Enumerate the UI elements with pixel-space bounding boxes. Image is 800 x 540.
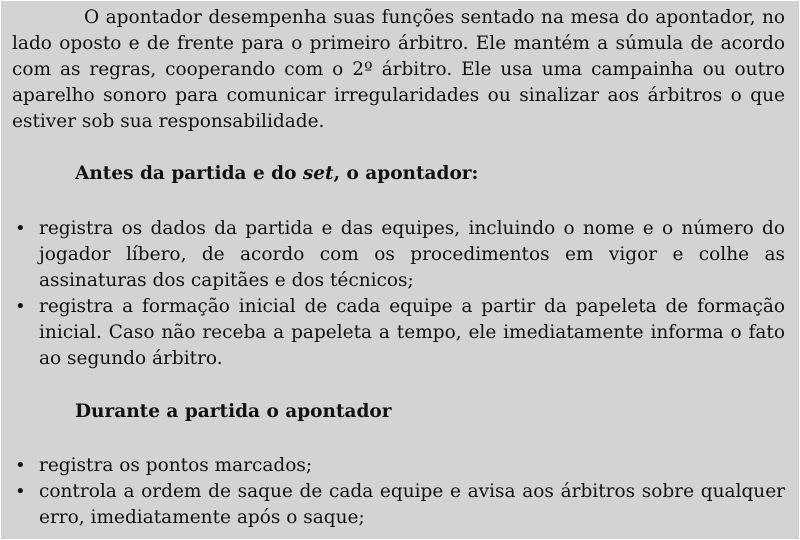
list-item: [12, 216, 785, 294]
document-page: [1, 1, 799, 539]
intro-paragraph: O apontador desempenha suas funções sentado na mesa do apontador, no lado oposto e de frente para o primeiro árbitro. Ele mantém a súmula de acordo com as regras, cooperando com o 2º árbitro. Ele usa uma campainha ou outro aparelho sonoro para comunicar irregularidades ou sinalizar aos árbitros o que estiver sob sua responsabilidade.: [12, 7, 785, 132]
section-heading-during-match: Durante a partida o apontador: [75, 401, 392, 422]
list-item: [12, 453, 785, 479]
heading-before-text-pre: Antes da partida e do: [75, 163, 303, 184]
list-item-text: registra a formação inicial de cada equipe a partir da papeleta de formação inicial. Caso não receba a papeleta a tempo, ele imediatamente informa o fato ao segundo árbitro.: [39, 296, 785, 369]
heading-before-text-post: , o apontador:: [333, 163, 479, 184]
bullet-icon: •: [15, 481, 26, 502]
bullet-icon: •: [15, 455, 26, 476]
list-before-match: [12, 216, 785, 372]
heading-before-text-italic: set: [302, 163, 334, 184]
list-item-text: registra os dados da partida e das equipes, incluindo o nome e o número do jogador líbero, de acordo com os procedimentos em vigor e colhe as assinaturas dos capitães e dos técnicos;: [39, 218, 785, 291]
list-item: [12, 479, 785, 531]
list-item-text: registra os pontos marcados;: [39, 455, 313, 476]
list-during-match: [12, 453, 785, 531]
section-heading-before-match: [12, 161, 800, 187]
list-item: [12, 294, 785, 372]
list-item-text: controla a ordem de saque de cada equipe e avisa aos árbitros sobre qualquer erro, imediatamente após o saque;: [39, 481, 785, 528]
bullet-icon: •: [15, 218, 26, 239]
bullet-icon: •: [15, 296, 26, 317]
